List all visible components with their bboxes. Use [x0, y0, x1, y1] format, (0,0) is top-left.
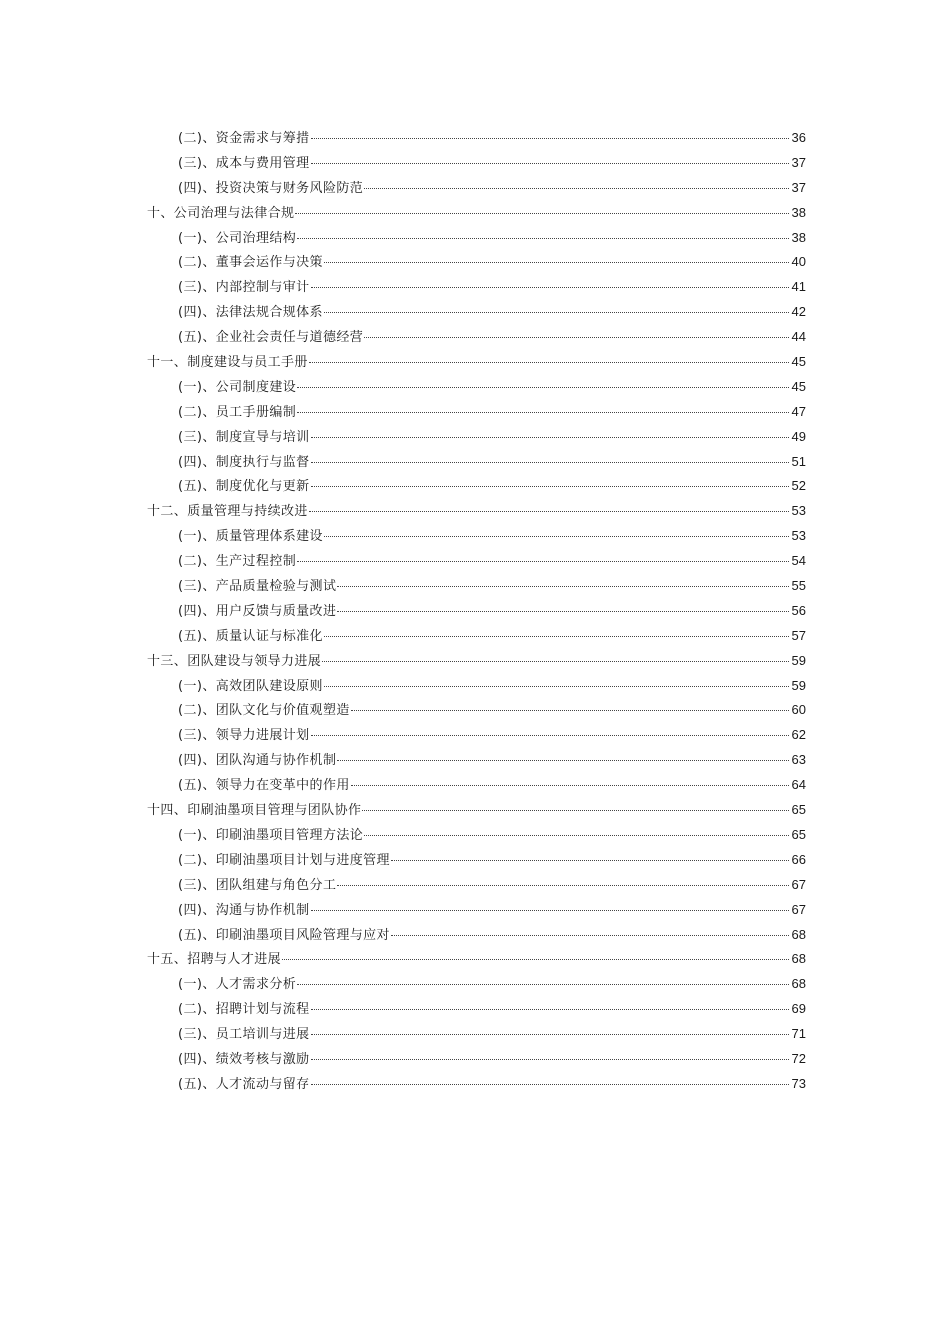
toc-page-number: 69: [791, 1001, 806, 1017]
toc-dot-leader: [337, 609, 789, 612]
toc-chapter-entry[interactable]: [147, 649, 806, 674]
toc-section-entry[interactable]: [147, 624, 806, 649]
toc-dot-leader: [362, 808, 789, 811]
toc-page-number: 37: [791, 179, 806, 195]
toc-dot-leader: [324, 534, 789, 537]
toc-dot-leader: [337, 758, 789, 761]
toc-entry-title: (一)、公司治理结构: [178, 230, 297, 246]
toc-dot-leader: [311, 1007, 789, 1010]
toc-section-entry[interactable]: [147, 898, 806, 923]
toc-page-number: 59: [791, 677, 806, 693]
toc-section-entry[interactable]: [147, 226, 806, 251]
toc-dot-leader: [311, 435, 789, 438]
toc-entry-title: (三)、内部控制与审计: [178, 280, 310, 296]
toc-dot-leader: [337, 584, 789, 587]
toc-dot-leader: [324, 634, 789, 637]
toc-dot-leader: [311, 1082, 789, 1085]
toc-page-number: 63: [791, 752, 806, 768]
toc-dot-leader: [311, 460, 789, 463]
toc-section-entry[interactable]: [147, 698, 806, 723]
toc-section-entry[interactable]: [147, 848, 806, 873]
toc-dot-leader: [311, 161, 789, 164]
toc-section-entry[interactable]: [147, 773, 806, 798]
toc-section-entry[interactable]: [147, 400, 806, 425]
toc-entry-title: (二)、董事会运作与决策: [178, 255, 323, 271]
toc-page-number: 68: [791, 926, 806, 942]
toc-section-entry[interactable]: [147, 574, 806, 599]
toc-section-entry[interactable]: [147, 300, 806, 325]
toc-page-number: 68: [791, 976, 806, 992]
toc-section-entry[interactable]: [147, 524, 806, 549]
toc-dot-leader: [309, 360, 789, 363]
toc-entry-title: 十三、团队建设与领导力进展: [147, 653, 322, 669]
toc-entry-title: (三)、领导力进展计划: [178, 728, 310, 744]
toc-page-number: 47: [791, 403, 806, 419]
toc-section-entry[interactable]: [147, 1072, 806, 1097]
toc-section-entry[interactable]: [147, 151, 806, 176]
toc-page-number: 41: [791, 279, 806, 295]
toc-dot-leader: [364, 186, 789, 189]
toc-page-number: 45: [791, 378, 806, 394]
toc-section-entry[interactable]: [147, 873, 806, 898]
toc-page-number: 45: [791, 354, 806, 370]
toc-section-entry[interactable]: [147, 549, 806, 574]
toc-page-number: 65: [791, 802, 806, 818]
toc-dot-leader: [311, 1032, 789, 1035]
toc-page-number: 60: [791, 702, 806, 718]
toc-dot-leader: [282, 957, 789, 960]
toc-dot-leader: [311, 908, 789, 911]
toc-section-entry[interactable]: [147, 250, 806, 275]
toc-section-entry[interactable]: [147, 674, 806, 699]
toc-page-number: 68: [791, 951, 806, 967]
toc-dot-leader: [311, 1057, 789, 1060]
toc-chapter-entry[interactable]: [147, 499, 806, 524]
toc-dot-leader: [309, 509, 789, 512]
toc-dot-leader: [391, 858, 789, 861]
toc-dot-leader: [391, 933, 789, 936]
toc-entry-title: 十二、质量管理与持续改进: [147, 504, 308, 520]
toc-entry-title: (四)、绩效考核与激励: [178, 1051, 310, 1067]
toc-section-entry[interactable]: [147, 1047, 806, 1072]
toc-page-number: 40: [791, 254, 806, 270]
toc-page-number: 64: [791, 777, 806, 793]
toc-entry-title: (二)、生产过程控制: [178, 554, 297, 570]
toc-page-number: 55: [791, 578, 806, 594]
toc-entry-title: (一)、高效团队建设原则: [178, 678, 323, 694]
toc-entry-title: (一)、质量管理体系建设: [178, 529, 323, 545]
toc-chapter-entry[interactable]: [147, 201, 806, 226]
toc-entry-title: (四)、沟通与协作机制: [178, 902, 310, 918]
toc-page-number: 53: [791, 503, 806, 519]
toc-entry-title: (五)、领导力在变革中的作用: [178, 778, 350, 794]
toc-entry-title: (四)、投资决策与财务风险防范: [178, 180, 364, 196]
toc-entry-title: (二)、员工手册编制: [178, 404, 297, 420]
toc-dot-leader: [322, 659, 789, 662]
toc-section-entry[interactable]: [147, 126, 806, 151]
toc-entry-title: (三)、员工培训与进展: [178, 1027, 310, 1043]
toc-dot-leader: [297, 982, 789, 985]
toc-entry-title: (三)、成本与费用管理: [178, 155, 310, 171]
toc-entry-title: (二)、印刷油墨项目计划与进度管理: [178, 852, 390, 868]
toc-entry-title: (一)、人才需求分析: [178, 977, 297, 993]
toc-page-number: 51: [791, 453, 806, 469]
toc-page-number: 66: [791, 851, 806, 867]
toc-entry-title: (五)、人才流动与留存: [178, 1076, 310, 1092]
toc-dot-leader: [337, 883, 789, 886]
toc-entry-title: (四)、法律法规合规体系: [178, 305, 323, 321]
toc-chapter-entry[interactable]: [147, 947, 806, 972]
toc-page-number: 57: [791, 627, 806, 643]
toc-section-entry[interactable]: [147, 723, 806, 748]
toc-entry-title: (五)、企业社会责任与道德经营: [178, 330, 364, 346]
table-of-contents: [147, 126, 806, 1097]
toc-dot-leader: [311, 285, 789, 288]
toc-entry-title: 十四、印刷油墨项目管理与团队协作: [147, 803, 362, 819]
toc-dot-leader: [295, 211, 789, 214]
toc-entry-title: (二)、资金需求与筹措: [178, 131, 310, 146]
toc-dot-leader: [324, 684, 789, 687]
toc-page-number: 67: [791, 901, 806, 917]
toc-entry-title: (五)、质量认证与标准化: [178, 628, 323, 644]
toc-entry-title: (四)、用户反馈与质量改进: [178, 603, 337, 619]
toc-section-entry[interactable]: [147, 474, 806, 499]
toc-chapter-entry[interactable]: [147, 798, 806, 823]
toc-dot-leader: [297, 559, 789, 562]
toc-page-number: 67: [791, 876, 806, 892]
toc-section-entry[interactable]: [147, 997, 806, 1022]
toc-dot-leader: [297, 410, 789, 413]
toc-page-number: 72: [791, 1050, 806, 1066]
toc-section-entry[interactable]: [147, 425, 806, 450]
toc-page-number: 62: [791, 727, 806, 743]
toc-section-entry[interactable]: [147, 275, 806, 300]
toc-section-entry[interactable]: [147, 325, 806, 350]
toc-entry-title: (四)、制度执行与监督: [178, 454, 310, 470]
toc-section-entry[interactable]: [147, 923, 806, 948]
toc-dot-leader: [351, 708, 789, 711]
toc-page-number: 56: [791, 602, 806, 618]
toc-entry-title: (一)、公司制度建设: [178, 379, 297, 395]
toc-dot-leader: [364, 833, 789, 836]
toc-section-entry[interactable]: [147, 1022, 806, 1047]
toc-page-number: 65: [791, 826, 806, 842]
toc-entry-title: (五)、制度优化与更新: [178, 479, 310, 495]
toc-page-number: 49: [791, 428, 806, 444]
toc-dot-leader: [351, 783, 789, 786]
toc-entry-title: 十、公司治理与法律合规: [147, 205, 295, 221]
toc-section-entry[interactable]: [147, 375, 806, 400]
toc-page-number: 44: [791, 329, 806, 345]
toc-entry-title: (二)、团队文化与价值观塑造: [178, 703, 350, 719]
toc-page-number: 42: [791, 304, 806, 320]
toc-entry-title: 十五、招聘与人才进展: [147, 952, 282, 968]
toc-section-entry[interactable]: [147, 972, 806, 997]
toc-entry-title: (五)、印刷油墨项目风险管理与应对: [178, 927, 390, 943]
toc-dot-leader: [297, 236, 789, 239]
toc-entry-title: (二)、招聘计划与流程: [178, 1002, 310, 1018]
toc-page-number: 37: [791, 154, 806, 170]
toc-section-entry[interactable]: [147, 599, 806, 624]
toc-dot-leader: [311, 136, 789, 139]
toc-entry-title: (三)、制度宣导与培训: [178, 429, 310, 445]
toc-entry-title: (三)、产品质量检验与测试: [178, 579, 337, 595]
toc-page-number: 59: [791, 652, 806, 668]
toc-page-number: 54: [791, 553, 806, 569]
toc-page-number: 53: [791, 528, 806, 544]
toc-dot-leader: [311, 733, 789, 736]
toc-section-entry[interactable]: [147, 450, 806, 475]
toc-page-number: 73: [791, 1075, 806, 1091]
toc-page-number: 38: [791, 204, 806, 220]
toc-page-number: 52: [791, 478, 806, 494]
toc-section-entry[interactable]: [147, 823, 806, 848]
toc-page-number: 38: [791, 229, 806, 245]
toc-dot-leader: [324, 260, 789, 263]
toc-section-entry[interactable]: [147, 748, 806, 773]
toc-dot-leader: [297, 385, 789, 388]
toc-page-number: 71: [791, 1026, 806, 1042]
toc-chapter-entry[interactable]: [147, 350, 806, 375]
toc-entry-title: (四)、团队沟通与协作机制: [178, 753, 337, 769]
toc-page-number: 36: [791, 130, 806, 145]
toc-dot-leader: [324, 310, 789, 313]
toc-entry-title: 十一、制度建设与员工手册: [147, 355, 308, 371]
toc-entry-title: (三)、团队组建与角色分工: [178, 877, 337, 893]
toc-entry-title: (一)、印刷油墨项目管理方法论: [178, 827, 364, 843]
toc-section-entry[interactable]: [147, 176, 806, 201]
toc-dot-leader: [311, 484, 789, 487]
toc-dot-leader: [364, 335, 789, 338]
